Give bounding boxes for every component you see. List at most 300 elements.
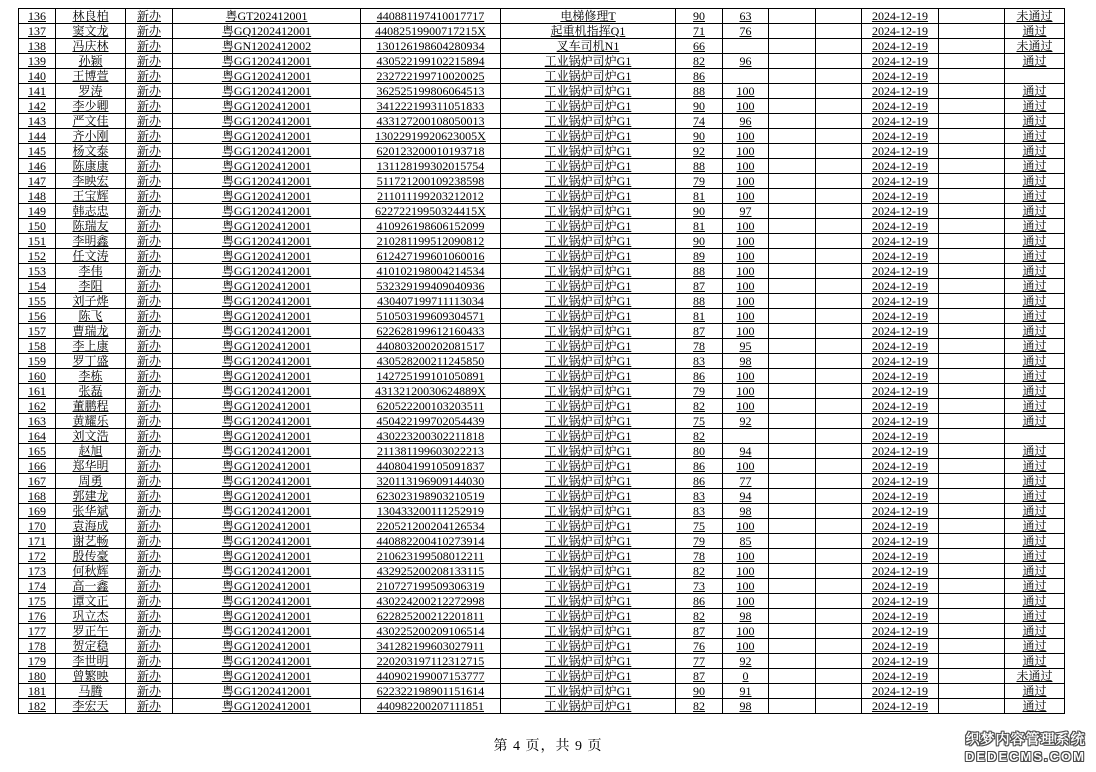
cell-text-job-type: 工业锅炉司炉G1 <box>544 158 632 173</box>
cell-score-1 <box>676 69 723 84</box>
cell-score-2 <box>723 369 769 384</box>
page-number-footer: 第 4 页，共 9 页 <box>493 739 603 754</box>
cell-cert-no <box>173 9 361 24</box>
cell-empty-3 <box>939 24 1005 39</box>
cell-result <box>1005 504 1065 519</box>
cell-name <box>56 429 126 444</box>
cell-score-1 <box>676 444 723 459</box>
cell-text-score-1: 90 <box>693 128 705 143</box>
cell-text-apply-type: 新办 <box>136 128 161 143</box>
cell-text-row-number: 173 <box>28 563 46 578</box>
cell-score-1 <box>676 624 723 639</box>
cell-apply-type <box>126 429 173 444</box>
cell-empty-3 <box>939 294 1005 309</box>
cell-apply-type <box>126 579 173 594</box>
cell-text-result: 通过 <box>1022 203 1047 218</box>
cell-text-cert-no: 粤GG1202412001 <box>221 53 312 68</box>
cell-text-apply-type: 新办 <box>136 98 161 113</box>
cell-text-score-1: 82 <box>693 398 705 413</box>
cell-score-1 <box>676 144 723 159</box>
cell-score-2 <box>723 114 769 129</box>
cell-name <box>56 219 126 234</box>
cell-date <box>862 639 939 654</box>
cell-empty-3 <box>939 579 1005 594</box>
cell-empty-1 <box>769 504 816 519</box>
cell-text-cert-no: 粤GG1202412001 <box>221 128 312 143</box>
cell-text-name: 王宝辉 <box>72 188 109 203</box>
cell-empty-2 <box>816 399 862 414</box>
cell-score-2 <box>723 429 769 444</box>
cell-score-2 <box>723 249 769 264</box>
cell-text-result: 通过 <box>1022 518 1047 533</box>
cell-text-row-number: 181 <box>28 683 46 698</box>
cell-text-apply-type: 新办 <box>136 143 161 158</box>
cell-result <box>1005 354 1065 369</box>
cell-text-date: 2024-12-19 <box>872 293 928 308</box>
cell-text-score-1: 74 <box>693 113 705 128</box>
cell-text-apply-type: 新办 <box>136 368 161 383</box>
cell-text-name: 李栋 <box>78 368 103 383</box>
cell-empty-3 <box>939 9 1005 24</box>
table-row <box>19 624 1065 639</box>
cell-job-type <box>501 24 676 39</box>
cell-row-number <box>19 414 56 429</box>
cell-empty-1 <box>769 444 816 459</box>
cell-text-score-2: 100 <box>736 83 755 98</box>
cell-text-score-2: 100 <box>736 248 755 263</box>
cell-text-cert-no: 粤GG1202412001 <box>221 563 312 578</box>
cell-text-date: 2024-12-19 <box>872 488 928 503</box>
cell-row-number <box>19 324 56 339</box>
cell-text-name: 冯庆林 <box>72 38 109 53</box>
cell-text-result: 通过 <box>1022 413 1047 428</box>
cell-text-cert-no: 粤GG1202412001 <box>221 608 312 623</box>
cell-text-score-1: 82 <box>693 563 705 578</box>
table-row <box>19 234 1065 249</box>
cell-text-result: 通过 <box>1022 293 1047 308</box>
cell-text-score-2: 96 <box>739 113 752 128</box>
cell-apply-type <box>126 99 173 114</box>
cell-row-number <box>19 534 56 549</box>
cell-row-number <box>19 684 56 699</box>
cell-cert-no <box>173 324 361 339</box>
cell-text-id-no: 410926198606152099 <box>376 218 485 233</box>
cell-text-apply-type: 新办 <box>136 458 161 473</box>
cell-text-row-number: 176 <box>28 608 46 623</box>
cell-text-job-type: 工业锅炉司炉G1 <box>544 368 632 383</box>
cell-score-1 <box>676 174 723 189</box>
cell-score-2 <box>723 534 769 549</box>
cell-text-score-1: 73 <box>693 578 705 593</box>
cell-apply-type <box>126 9 173 24</box>
cell-row-number <box>19 549 56 564</box>
cell-text-id-no: 131128199302015754 <box>376 158 485 173</box>
cell-result <box>1005 129 1065 144</box>
cell-text-date: 2024-12-19 <box>872 113 928 128</box>
cell-text-date: 2024-12-19 <box>872 578 928 593</box>
table-row <box>19 294 1065 309</box>
cell-text-result: 通过 <box>1022 263 1047 278</box>
cell-date <box>862 519 939 534</box>
cell-job-type <box>501 39 676 54</box>
cell-empty-1 <box>769 684 816 699</box>
cell-score-1 <box>676 594 723 609</box>
cell-cert-no <box>173 414 361 429</box>
cell-text-apply-type: 新办 <box>136 383 161 398</box>
cell-text-score-1: 86 <box>693 368 705 383</box>
cell-name <box>56 144 126 159</box>
cell-text-apply-type: 新办 <box>136 413 161 428</box>
cell-empty-1 <box>769 459 816 474</box>
cell-empty-1 <box>769 429 816 444</box>
cell-text-row-number: 164 <box>28 428 46 443</box>
cell-text-score-2: 100 <box>736 278 755 293</box>
table-row <box>19 699 1065 714</box>
table-row <box>19 639 1065 654</box>
cell-text-cert-no: 粤GG1202412001 <box>221 203 312 218</box>
results-table <box>18 8 1065 714</box>
cell-text-id-no: 44082519900717215X <box>375 23 486 38</box>
cell-text-result: 通过 <box>1022 338 1047 353</box>
table-row <box>19 504 1065 519</box>
cell-text-score-1: 90 <box>693 683 705 698</box>
cell-text-score-2: 100 <box>736 128 755 143</box>
cell-name <box>56 639 126 654</box>
cell-text-name: 陈康康 <box>72 158 109 173</box>
cell-row-number <box>19 69 56 84</box>
cell-empty-3 <box>939 669 1005 684</box>
table-row <box>19 24 1065 39</box>
cell-empty-1 <box>769 114 816 129</box>
cell-text-id-no: 440882200410273914 <box>376 533 485 548</box>
cell-text-id-no: 220521200204126534 <box>376 518 485 533</box>
cell-text-name: 曹瑞龙 <box>72 323 109 338</box>
cell-text-row-number: 146 <box>28 158 46 173</box>
cell-score-1 <box>676 384 723 399</box>
cell-row-number <box>19 564 56 579</box>
cell-row-number <box>19 594 56 609</box>
cell-id-no <box>361 474 501 489</box>
cell-text-cert-no: 粤GG1202412001 <box>221 233 312 248</box>
cell-text-score-1: 87 <box>693 668 705 683</box>
cell-empty-1 <box>769 384 816 399</box>
cell-job-type <box>501 294 676 309</box>
cell-text-result: 通过 <box>1022 473 1047 488</box>
cell-cert-no <box>173 384 361 399</box>
cell-text-score-2: 100 <box>736 518 755 533</box>
cell-score-1 <box>676 9 723 24</box>
cell-text-date: 2024-12-19 <box>872 593 928 608</box>
cell-cert-no <box>173 54 361 69</box>
cell-empty-1 <box>769 129 816 144</box>
cell-id-no <box>361 54 501 69</box>
cell-text-result: 通过 <box>1022 458 1047 473</box>
cell-date <box>862 54 939 69</box>
cell-date <box>862 309 939 324</box>
cell-empty-3 <box>939 174 1005 189</box>
cell-text-date: 2024-12-19 <box>872 68 928 83</box>
cell-text-apply-type: 新办 <box>136 158 161 173</box>
cell-score-1 <box>676 84 723 99</box>
cell-apply-type <box>126 699 173 714</box>
cell-job-type <box>501 324 676 339</box>
cell-job-type <box>501 279 676 294</box>
cell-result <box>1005 99 1065 114</box>
cell-cert-no <box>173 219 361 234</box>
cell-row-number <box>19 174 56 189</box>
cell-text-id-no: 440881197410017717 <box>376 8 485 23</box>
cell-text-id-no: 341282199603027911 <box>376 638 485 653</box>
cell-score-2 <box>723 144 769 159</box>
cell-text-date: 2024-12-19 <box>872 653 928 668</box>
cell-result <box>1005 24 1065 39</box>
cell-cert-no <box>173 69 361 84</box>
cell-cert-no <box>173 429 361 444</box>
cell-name <box>56 324 126 339</box>
table-row <box>19 219 1065 234</box>
cell-empty-1 <box>769 579 816 594</box>
cell-empty-2 <box>816 429 862 444</box>
table-row <box>19 384 1065 399</box>
cell-text-date: 2024-12-19 <box>872 323 928 338</box>
cell-text-cert-no: 粤GG1202412001 <box>221 623 312 638</box>
cell-job-type <box>501 249 676 264</box>
cell-name <box>56 114 126 129</box>
cell-text-row-number: 151 <box>28 233 46 248</box>
cell-empty-3 <box>939 279 1005 294</box>
cell-text-id-no: 210281199512090812 <box>376 233 485 248</box>
cell-result <box>1005 54 1065 69</box>
cell-cert-no <box>173 159 361 174</box>
cell-text-id-no: 532329199409040936 <box>376 278 485 293</box>
cell-empty-2 <box>816 639 862 654</box>
cell-apply-type <box>126 384 173 399</box>
cell-score-2 <box>723 414 769 429</box>
cell-text-result: 通过 <box>1022 23 1047 38</box>
table-row <box>19 54 1065 69</box>
cell-text-name: 罗丁盛 <box>72 353 109 368</box>
cell-text-apply-type: 新办 <box>136 338 161 353</box>
cell-text-result: 通过 <box>1022 398 1047 413</box>
cell-apply-type <box>126 234 173 249</box>
cell-id-no <box>361 354 501 369</box>
cell-text-name: 李阳 <box>78 278 103 293</box>
cell-text-cert-no: 粤GG1202412001 <box>221 98 312 113</box>
cell-text-apply-type: 新办 <box>136 608 161 623</box>
cell-job-type <box>501 84 676 99</box>
cell-text-result: 未通过 <box>1016 668 1053 683</box>
cell-text-cert-no: 粤GG1202412001 <box>221 443 312 458</box>
cell-text-result: 通过 <box>1022 158 1047 173</box>
cell-date <box>862 339 939 354</box>
table-row <box>19 489 1065 504</box>
cell-text-cert-no: 粤GG1202412001 <box>221 473 312 488</box>
cell-name <box>56 534 126 549</box>
cell-text-job-type: 工业锅炉司炉G1 <box>544 293 632 308</box>
table-row <box>19 99 1065 114</box>
cell-job-type <box>501 579 676 594</box>
cell-text-score-1: 80 <box>693 443 705 458</box>
cell-text-name: 王博萱 <box>72 68 109 83</box>
cell-empty-2 <box>816 474 862 489</box>
cell-text-row-number: 145 <box>28 143 46 158</box>
watermark-chinese-text: 织梦内容管理系统 <box>965 731 1086 747</box>
cell-empty-2 <box>816 249 862 264</box>
cell-text-result: 通过 <box>1022 188 1047 203</box>
cell-empty-1 <box>769 549 816 564</box>
cell-text-cert-no: 粤GG1202412001 <box>221 503 312 518</box>
cell-text-score-2: 100 <box>736 263 755 278</box>
cell-text-result: 通过 <box>1022 698 1047 713</box>
cell-empty-1 <box>769 564 816 579</box>
cell-score-2 <box>723 504 769 519</box>
cell-empty-2 <box>816 219 862 234</box>
cell-text-result: 通过 <box>1022 173 1047 188</box>
cell-apply-type <box>126 219 173 234</box>
cell-empty-1 <box>769 324 816 339</box>
cell-text-job-type: 工业锅炉司炉G1 <box>544 218 632 233</box>
cell-row-number <box>19 264 56 279</box>
cell-name <box>56 594 126 609</box>
cell-text-date: 2024-12-19 <box>872 188 928 203</box>
cell-text-result: 通过 <box>1022 128 1047 143</box>
cell-text-row-number: 180 <box>28 668 46 683</box>
cell-score-1 <box>676 549 723 564</box>
cell-score-1 <box>676 639 723 654</box>
cell-name <box>56 699 126 714</box>
cell-name <box>56 84 126 99</box>
cell-text-date: 2024-12-19 <box>872 503 928 518</box>
cell-score-1 <box>676 654 723 669</box>
cell-score-1 <box>676 39 723 54</box>
cell-apply-type <box>126 669 173 684</box>
cell-date <box>862 69 939 84</box>
table-row <box>19 399 1065 414</box>
cell-result <box>1005 114 1065 129</box>
cell-result <box>1005 249 1065 264</box>
cell-empty-3 <box>939 264 1005 279</box>
cell-name <box>56 579 126 594</box>
cell-text-cert-no: 粤GG1202412001 <box>221 428 312 443</box>
cell-text-cert-no: 粤GT202412001 <box>225 8 308 23</box>
cell-text-result: 未通过 <box>1016 38 1053 53</box>
cell-text-result: 通过 <box>1022 98 1047 113</box>
cell-date <box>862 354 939 369</box>
cell-row-number <box>19 519 56 534</box>
cell-row-number <box>19 489 56 504</box>
cell-job-type <box>501 159 676 174</box>
cell-name <box>56 384 126 399</box>
cell-text-apply-type: 新办 <box>136 488 161 503</box>
cell-name <box>56 474 126 489</box>
cell-job-type <box>501 444 676 459</box>
cell-text-date: 2024-12-19 <box>872 383 928 398</box>
cell-text-apply-type: 新办 <box>136 38 161 53</box>
cell-date <box>862 384 939 399</box>
cell-text-score-2: 100 <box>736 638 755 653</box>
cell-text-apply-type: 新办 <box>136 83 161 98</box>
cell-date <box>862 474 939 489</box>
cell-apply-type <box>126 414 173 429</box>
cell-text-date: 2024-12-19 <box>872 8 928 23</box>
table-row <box>19 609 1065 624</box>
cell-text-row-number: 168 <box>28 488 46 503</box>
cell-text-cert-no: 粤GG1202412001 <box>221 353 312 368</box>
cell-text-id-no: 620522200103203511 <box>376 398 485 413</box>
cell-id-no <box>361 249 501 264</box>
cell-name <box>56 489 126 504</box>
cell-empty-2 <box>816 624 862 639</box>
cell-text-id-no: 450422199702054439 <box>376 413 485 428</box>
cell-text-result: 通过 <box>1022 113 1047 128</box>
cell-text-job-type: 工业锅炉司炉G1 <box>544 248 632 263</box>
cell-apply-type <box>126 549 173 564</box>
cell-text-name: 杨文泰 <box>72 143 109 158</box>
cell-date <box>862 579 939 594</box>
cell-name <box>56 444 126 459</box>
cell-score-1 <box>676 339 723 354</box>
cell-text-score-2: 100 <box>736 158 755 173</box>
cell-text-date: 2024-12-19 <box>872 248 928 263</box>
cell-text-job-type: 工业锅炉司炉G1 <box>544 518 632 533</box>
cell-empty-2 <box>816 354 862 369</box>
cell-empty-3 <box>939 204 1005 219</box>
cell-text-cert-no: 粤GG1202412001 <box>221 263 312 278</box>
cell-empty-1 <box>769 9 816 24</box>
cell-cert-no <box>173 294 361 309</box>
cell-empty-3 <box>939 414 1005 429</box>
cell-row-number <box>19 234 56 249</box>
cell-score-2 <box>723 204 769 219</box>
cell-name <box>56 264 126 279</box>
cell-text-name: 林良柏 <box>72 8 109 23</box>
cell-text-row-number: 167 <box>28 473 46 488</box>
cell-text-name: 马腾 <box>78 683 103 698</box>
cell-text-apply-type: 新办 <box>136 8 161 23</box>
cell-result <box>1005 324 1065 339</box>
cell-result <box>1005 414 1065 429</box>
cell-cert-no <box>173 339 361 354</box>
cell-text-result: 通过 <box>1022 368 1047 383</box>
cell-empty-3 <box>939 249 1005 264</box>
cell-text-name: 李宏天 <box>72 698 109 713</box>
cell-id-no <box>361 669 501 684</box>
cell-date <box>862 549 939 564</box>
cell-date <box>862 609 939 624</box>
cell-date <box>862 279 939 294</box>
cell-text-cert-no: 粤GG1202412001 <box>221 383 312 398</box>
cell-empty-3 <box>939 354 1005 369</box>
cell-result <box>1005 369 1065 384</box>
table-row <box>19 174 1065 189</box>
cell-score-2 <box>723 579 769 594</box>
cell-text-cert-no: 粤GG1202412001 <box>221 158 312 173</box>
cell-apply-type <box>126 84 173 99</box>
cell-text-job-type: 工业锅炉司炉G1 <box>544 188 632 203</box>
cell-empty-2 <box>816 234 862 249</box>
cell-id-no <box>361 369 501 384</box>
cell-job-type <box>501 504 676 519</box>
cell-text-name: 李少卿 <box>72 98 109 113</box>
cell-job-type <box>501 459 676 474</box>
cell-score-1 <box>676 399 723 414</box>
cell-apply-type <box>126 324 173 339</box>
cell-id-no <box>361 219 501 234</box>
cell-cert-no <box>173 369 361 384</box>
cell-row-number <box>19 144 56 159</box>
cell-cert-no <box>173 24 361 39</box>
cell-row-number <box>19 399 56 414</box>
